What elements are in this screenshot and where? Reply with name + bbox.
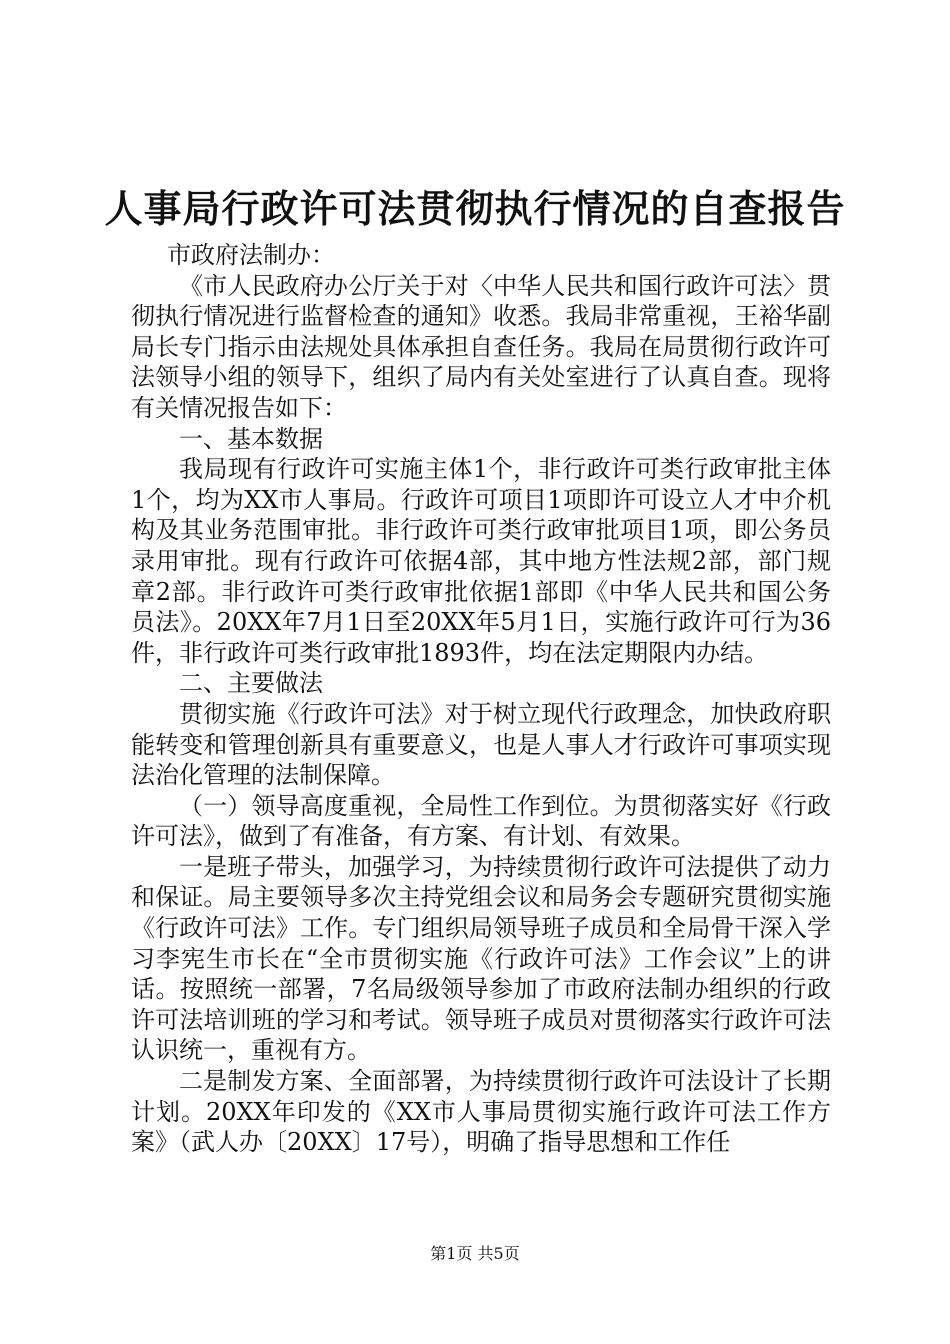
document-title: 人事局行政许可法贯彻执行情况的自查报告 bbox=[104, 186, 846, 231]
paragraph-leadership: （一）领导高度重视，全局性工作到位。为贯彻落实好《行政许可法》，做到了有准备，有方案、有计划、有效果。 bbox=[131, 791, 831, 851]
page-number-footer: 第1页 共5页 bbox=[430, 1244, 520, 1263]
paragraph-intro: 《市人民政府办公厅关于对〈中华人民共和国行政许可法〉贯彻执行情况进行监督检查的通知》收悉。我局非常重视，王裕华副局长专门指示由法规处具体承担自查任务。我局在局贯彻行政许可法领导小组的领导下，组织了局内有关处室进行了认真自查。现将有关情况报告如下： bbox=[131, 271, 831, 422]
section-heading-main-practices: 二、主要做法 bbox=[179, 669, 323, 698]
paragraph-point-one: 一是班子带头，加强学习，为持续贯彻行政许可法提供了动力和保证。局主要领导多次主持党组会议和局务会专题研究贯彻实施《行政许可法》工作。专门组织局领导班子成员和全局骨干深入学习李宪生市长在“全市贯彻实施《行政许可法》工作会议”上的讲话。按照统一部署，7名局级领导参加了市政府法制办组织的行政许可法培训班的学习和考试。领导班子成员对贯彻落实行政许可法认识统一，重视有方。 bbox=[131, 852, 831, 1065]
paragraph-significance: 贯彻实施《行政许可法》对于树立现代行政理念，加快政府职能转变和管理创新具有重要意义，也是人事人才行政许可事项实现法治化管理的法制保障。 bbox=[131, 699, 831, 790]
paragraph-point-two: 二是制发方案、全面部署，为持续贯彻行政许可法设计了长期计划。20XX年印发的《XX市人事局贯彻实施行政许可法工作方案》（武人办〔20XX〕17号），明确了指导思想和工作任 bbox=[131, 1067, 831, 1157]
section-heading-basic-data: 一、基本数据 bbox=[179, 424, 323, 453]
salutation: 市政府法制办： bbox=[167, 241, 335, 269]
document-body bbox=[131, 240, 831, 1158]
paragraph-basic-data: 我局现有行政许可实施主体1个，非行政许可类行政审批主体1个，均为XX市人事局。行政许可项目1项即许可设立人才中介机构及其业务范围审批。非行政许可类行政审批项目1项，即公务员录用审批。现有行政许可依据4部，其中地方性法规2部，部门规章2部。非行政许可类行政审批依据1部即《中华人民共和国公务员法》。20XX年7月1日至20XX年5月1日，实施行政许可行为36件，非行政许可类行政审批1893件，均在法定期限内办结。 bbox=[131, 455, 831, 667]
